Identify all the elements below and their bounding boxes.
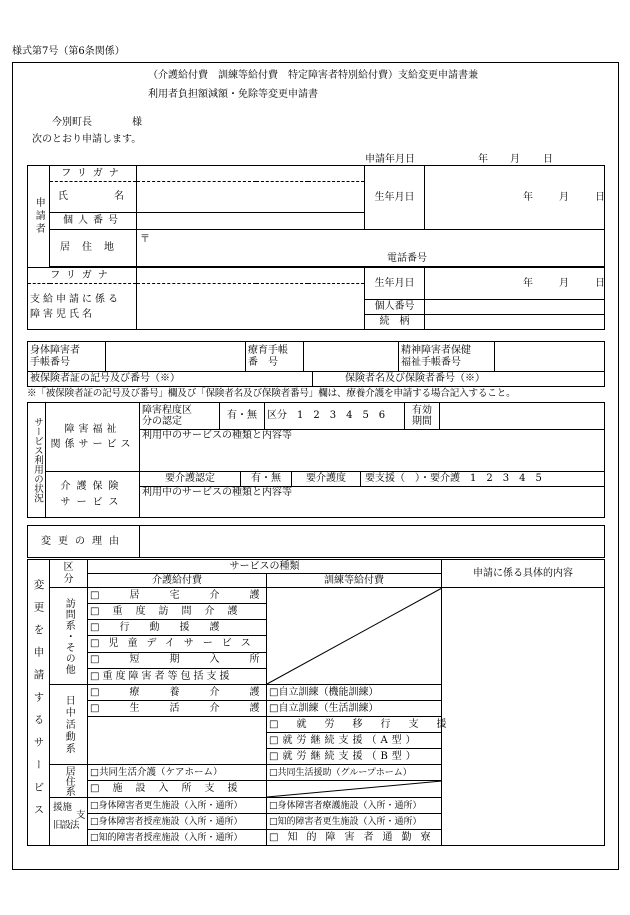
visit-item-1[interactable] (88, 604, 267, 620)
residential-group-label: 居住系 (50, 765, 88, 798)
applicant-address-label: 居住地 (50, 230, 137, 267)
degree-kubun[interactable]: 区分 1 2 3 4 5 6 (265, 403, 405, 430)
applicant-personal-no-label: 個人番号 (50, 213, 137, 230)
ryoiku-cert-label-l1: 療育手帳 (248, 345, 288, 356)
visit-item-5[interactable] (88, 668, 267, 684)
applicant-table (27, 165, 605, 330)
day-kunren-4[interactable] (267, 749, 442, 765)
visit-group-label: 訪問系・その他 (50, 588, 88, 685)
welfare-service-label (46, 403, 140, 472)
day-kunren-2-text: □就労移行支援 (269, 718, 465, 730)
child-personal-no-label: 個人番号 (365, 300, 425, 315)
certificate-table (27, 341, 605, 372)
day-kaigo-1[interactable] (88, 701, 290, 717)
reason-field[interactable] (140, 526, 605, 558)
change-services-table (27, 559, 605, 846)
insurer-no-label: 保険者名及び保険者番号（※） (345, 373, 485, 385)
insured-no-field[interactable] (28, 372, 313, 387)
addressee: 今別町長 様 (52, 117, 142, 128)
postal-mark: 〒 (140, 234, 150, 245)
reason-table (27, 525, 605, 558)
insurance-note: ※「被保険者証の記号及び番号」欄及び「保険者名及び保険者番号」欄は、療養介護を申請する場合記入すること。 (27, 388, 516, 399)
physical-cert-label-l2: 手帳番号 (30, 356, 70, 368)
old-kaigo-0-text: □身体障害者更生施設（入所・通所） (90, 800, 243, 811)
visit-item-5-text: □重度障害者等包括支援 (90, 670, 233, 682)
child-furigana-label: フリガナ (28, 268, 137, 284)
old-kunren-1-text: □知的障害者更生施設（入所・通所） (269, 816, 422, 827)
old-kaigo-1[interactable] (88, 814, 267, 830)
care-service-label-l2: サービス (60, 496, 125, 508)
res-kunren-0-text: □共同生活援助（グループホーム） (269, 767, 412, 778)
res-kaigo-0[interactable] (88, 765, 267, 781)
form-title-line2: 利用者負担額減額・免除等変更申請書 (148, 89, 318, 100)
applicant-name-field[interactable] (137, 182, 365, 213)
res-kaigo-1-text: □施設入所支援 (90, 783, 251, 795)
old-kunren-0-text: □身体障害者療護施設（入所・通所） (269, 800, 422, 811)
application-date-label: 申請年月日 (365, 154, 415, 165)
care-cert-row (140, 472, 605, 487)
child-name-label-line2: 障害児氏名 (30, 308, 95, 320)
day-kunren-4-text: □就労継続支援（B型） (269, 750, 420, 762)
app-date-year: 年 (478, 154, 488, 165)
visit-item-4[interactable] (88, 652, 290, 668)
child-name-label (28, 284, 137, 330)
child-birthdate-day: 日 (595, 277, 606, 289)
change-services-section-label: 変更を申請するサービス (28, 560, 50, 846)
child-birthdate-month: 月 (559, 277, 570, 289)
intro-text: 次のとおり申請します。 (32, 134, 142, 145)
birthdate-day: 日 (595, 191, 606, 203)
applicant-name-label: 氏 名 (50, 182, 137, 213)
welfare-current-services-field[interactable] (140, 430, 605, 472)
insurance-table (27, 371, 605, 387)
visit-item-0-text: □居宅介護 (90, 589, 290, 601)
care-level-label: 要介護度 (291, 472, 360, 486)
service-status-table (27, 402, 605, 518)
form-title-line1: （介護給付費 訓練等給付費 特定障害者特別給付費）支給変更申請書兼 (148, 70, 478, 81)
old-law-label-l2: 旧設法 (53, 820, 79, 831)
mental-cert-label-l1: 精神障害者保健 (401, 345, 471, 356)
degree-label-l1: 障害程度区 (142, 404, 192, 416)
valid-period-field[interactable] (440, 403, 605, 430)
old-kaigo-1-text: □身体障害者授産施設（入所・通所） (90, 816, 243, 827)
day-kunren-0[interactable] (267, 685, 442, 701)
valid-period-label-l1: 有効 (412, 404, 432, 416)
old-kunren-1[interactable] (267, 814, 442, 830)
physical-cert-label-l1: 身体障害者 (30, 345, 80, 356)
visit-item-3[interactable] (88, 636, 267, 652)
visit-item-1-text: □重度訪問介護 (90, 605, 251, 617)
welfare-service-label-l2: 関係サービス (50, 439, 135, 450)
kaigo-header: 介護給付費 (88, 574, 267, 588)
visit-item-0[interactable] (88, 588, 290, 604)
app-date-month: 月 (510, 154, 520, 165)
service-status-section-label: サービス利用の状況 (28, 403, 46, 518)
service-types-header: サービスの種類 (88, 560, 442, 574)
day-kunren-3-text: □就労継続支援（A型） (269, 734, 420, 746)
degree-label (140, 403, 220, 430)
physical-cert-field[interactable] (106, 342, 246, 372)
kunren-header: 訓練等給付費 (267, 574, 442, 588)
care-cert-umu[interactable]: 有・無 (240, 472, 291, 486)
day-kunren-3[interactable] (267, 733, 442, 749)
child-personal-no-field[interactable] (425, 300, 605, 315)
old-kunren-2[interactable] (267, 830, 442, 846)
day-kaigo-1-text: □生活介護 (90, 702, 290, 714)
visit-item-3-text: □児童デイサービス (90, 638, 260, 650)
old-kaigo-2-text: □知的障害者授産施設（入所・通所） (90, 832, 243, 843)
visit-item-4-text: □短期入所 (90, 654, 290, 666)
day-kaigo-0-text: □療養介護 (90, 686, 290, 698)
old-law-label-l3: 支 (76, 810, 86, 821)
old-law-label-l1: 援施 (53, 802, 73, 813)
child-birthdate-year: 年 (523, 277, 534, 289)
reason-label: 変更の理由 (28, 526, 140, 558)
visit-item-2[interactable] (88, 620, 267, 636)
mental-cert-label (399, 342, 495, 372)
ryoiku-cert-label (246, 342, 304, 372)
care-current-services-field[interactable] (140, 487, 605, 518)
day-kunren-2[interactable] (267, 717, 465, 733)
old-law-group-label (50, 798, 88, 846)
ryoiku-cert-field[interactable] (304, 342, 399, 372)
valid-period-label-l2: 期間 (412, 416, 432, 427)
res-kunren-empty (267, 781, 442, 798)
visit-kunren-empty (267, 588, 442, 685)
welfare-current-services-label: 利用中のサービスの種類と内容等 (142, 430, 292, 441)
phone-label: 電話番号 (387, 253, 427, 264)
birthdate-year: 年 (523, 191, 534, 203)
physical-cert-label (28, 342, 106, 372)
day-kunren-0-text: □自立訓練（機能訓練） (269, 686, 379, 698)
care-service-label (46, 472, 140, 518)
ryoiku-cert-label-l2: 番 号 (248, 356, 278, 368)
old-kaigo-0[interactable] (88, 798, 267, 814)
child-birthdate-field[interactable] (425, 268, 605, 300)
visit-kunren-diagonal (267, 588, 442, 684)
kubun-header (50, 560, 88, 588)
day-group-label: 日中活動系 (50, 685, 88, 765)
care-service-label-l1: 介護保険 (60, 480, 125, 492)
applicant-birthdate-label: 生年月日 (365, 166, 425, 230)
applicant-birthdate-field[interactable] (425, 166, 605, 230)
day-kaigo-empty (88, 717, 267, 765)
res-kunren-diagonal (267, 781, 442, 797)
details-header: 申請に係る具体的内容 (442, 560, 605, 588)
applicant-furigana-field[interactable] (137, 166, 365, 182)
mental-cert-label-l2: 福祉手帳番号 (401, 356, 461, 368)
child-relation-label: 続 柄 (365, 315, 425, 330)
applicant-furigana-label: フリガナ (50, 166, 137, 182)
child-relation-field[interactable] (425, 315, 605, 330)
care-level-scale[interactable]: 要支援（ ）・要介護 1 2 3 4 5 (360, 472, 604, 486)
res-kaigo-0-text: □共同生活介護（ケアホーム） (90, 766, 223, 778)
birthdate-month: 月 (559, 191, 570, 203)
degree-umu[interactable]: 有・無 (220, 403, 265, 430)
care-cert-label: 要介護認定 (165, 473, 215, 485)
old-kaigo-2[interactable] (88, 830, 267, 846)
app-date-day: 日 (543, 154, 553, 165)
valid-period-label (405, 403, 440, 430)
form-number: 様式第7号（第6条関係） (12, 46, 125, 57)
welfare-service-label-l1: 障害福祉 (64, 424, 121, 435)
applicant-section-label: 申請者 (28, 166, 50, 268)
old-kunren-0[interactable] (267, 798, 442, 814)
kubun-header-text: 区分 (63, 561, 74, 585)
child-name-field[interactable] (137, 284, 365, 330)
res-kaigo-1[interactable] (88, 781, 267, 798)
mental-cert-field[interactable] (495, 342, 605, 372)
care-current-services-label: 利用中のサービスの種類と内容等 (142, 487, 292, 498)
insurer-no-field[interactable] (313, 372, 605, 387)
day-kunren-1[interactable] (267, 701, 442, 717)
day-kunren-1-text: □自立訓練（生活訓練） (269, 702, 379, 714)
insured-no-label: 被保険者証の記号及び番号（※） (30, 373, 180, 385)
details-field[interactable] (442, 588, 605, 846)
child-birthdate-label: 生年月日 (365, 268, 425, 300)
old-kunren-2-text: □知的障害者通勤寮 (269, 831, 440, 843)
res-kunren-0[interactable] (267, 765, 442, 781)
applicant-personal-no-field[interactable] (137, 213, 365, 230)
child-name-label-line1: 支給申請に係る (30, 293, 121, 305)
child-furigana-field[interactable] (137, 268, 365, 284)
degree-label-l2: 分の認定 (142, 416, 182, 427)
applicant-address-field[interactable] (137, 230, 605, 267)
visit-item-2-text: □行動援護 (90, 622, 240, 634)
day-kaigo-0[interactable] (88, 685, 290, 701)
